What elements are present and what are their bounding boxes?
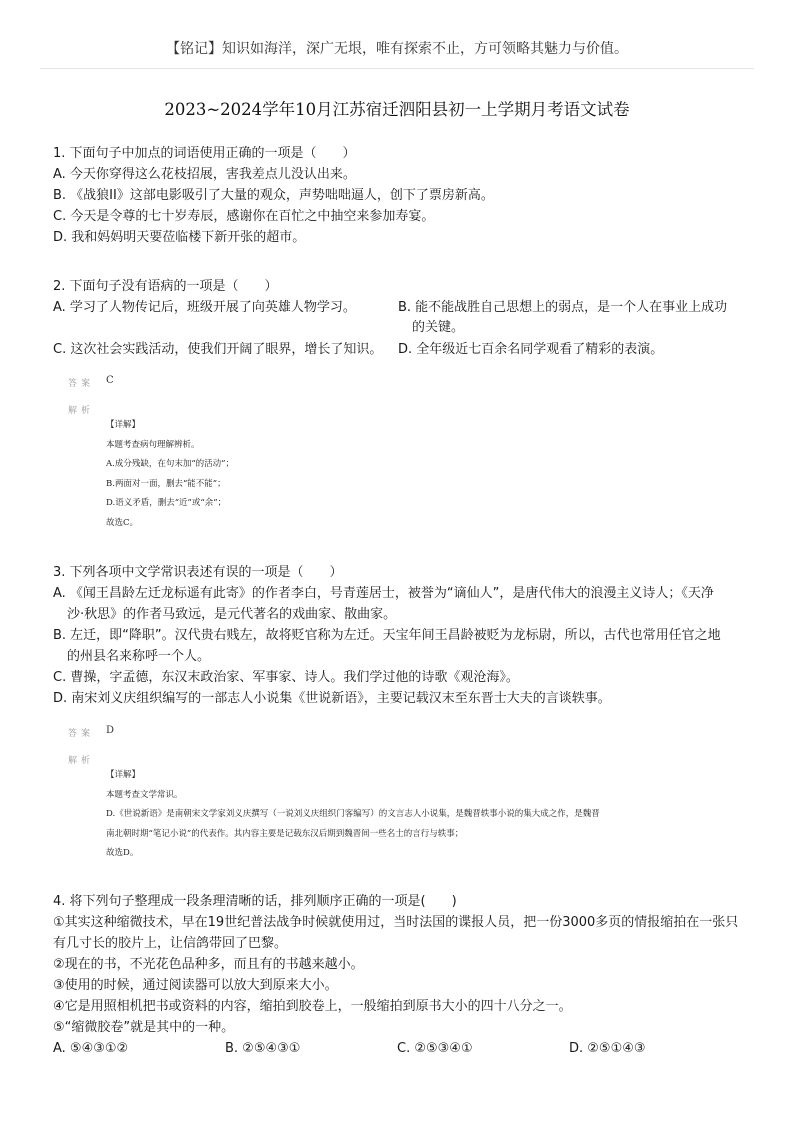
question-2-option-d: D. 全年级近七百余名同学观看了精彩的表演。 bbox=[398, 342, 664, 357]
question-3-option-a: A. 《闻王昌龄左迁龙标遥有此寄》的作者李白，号青莲居士，被誉为“谪仙人”，是唐代伟大的浪漫主义诗人；《天净 bbox=[53, 586, 714, 601]
question-4-option-c: C. ②⑤③④① bbox=[397, 1041, 473, 1056]
detail-line: 本题考查病句理解辨析。 bbox=[106, 439, 200, 450]
answer-value: C bbox=[106, 375, 114, 386]
answer-label: 答案 bbox=[68, 379, 95, 389]
header-motto: 【铭记】知识如海洋，深广无垠，唯有探索不止，方可领略其魅力与价值。 bbox=[166, 41, 628, 57]
question-3-option-d: D. 南宋刘义庆组织编写的一部志人小说集《世说新语》，主要记载汉末至东晋士大夫的言谈轶事。 bbox=[53, 691, 611, 706]
analysis-detail bbox=[106, 766, 600, 864]
question-2-option-b: B. 能不能战胜自己思想上的弱点，是一个人在事业上成功 bbox=[398, 300, 728, 315]
question-4 bbox=[53, 891, 743, 1056]
question-4-sentence-1-cont: 有几寸长的胶片上，让信鸽带回了巴黎。 bbox=[53, 936, 288, 951]
question-4-option-d: D. ②⑤①④③ bbox=[569, 1041, 646, 1056]
question-3-option-b-cont: 的州县名来称呼一个人。 bbox=[67, 649, 211, 664]
question-1-option-a: A. 今天你穿得这么花枝招展，害我差点儿没认出来。 bbox=[53, 167, 356, 182]
detail-line: 【详解】 bbox=[106, 420, 141, 430]
question-3-option-c: C. 曹操，字孟德，东汉末政治家、军事家、诗人。我们学过他的诗歌《观沧海》。 bbox=[53, 670, 519, 685]
question-4-option-a: A. ⑤④③①② bbox=[53, 1041, 129, 1056]
detail-line: A.成分残缺，在句末加“的活动”； bbox=[106, 459, 235, 469]
detail-line: 本题考查文学常识。 bbox=[106, 789, 183, 800]
page-title: 2023~2024学年10月江苏宿迁泗阳县初一上学期月考语文试卷 bbox=[164, 100, 630, 119]
detail-line: D.语义矛盾，删去“近”或“余”； bbox=[106, 498, 227, 508]
analysis-label: 解析 bbox=[68, 756, 95, 766]
question-1-option-b: B. 《战狼II》这部电影吸引了大量的观众，声势咄咄逼人，创下了票房新高。 bbox=[53, 188, 494, 203]
question-4-stem: 4. 将下列句子整理成一段条理清晰的话，排列顺序正确的一项是( ) bbox=[53, 894, 457, 909]
question-4-sentence-5: ⑤“缩微胶卷”就是其中的一种。 bbox=[53, 1020, 235, 1035]
detail-line: B.两面对一面，删去“能不能”； bbox=[106, 478, 226, 489]
question-1-option-d: D. 我和妈妈明天要莅临楼下新开张的超市。 bbox=[53, 230, 306, 245]
question-3-option-a-cont: 沙·秋思》的作者马致远，是元代著名的戏曲家、散曲家。 bbox=[67, 607, 397, 622]
question-3-option-b: B. 左迁，即“降职”。汉代贵右贱左，故将贬官称为左迁。天宝年间王昌龄被贬为龙标尉，所以，古代也常用任官之地 bbox=[53, 628, 721, 643]
analysis-label: 解析 bbox=[68, 406, 95, 416]
question-4-sentence-1: ①其实这种缩微技术，早在19世纪普法战争时候就使用过，当时法国的谍报人员，把一份3000多页的情报缩拍在一张只 bbox=[53, 915, 739, 930]
question-4-sentence-3: ③使用的时候，通过阅读器可以放大到原来大小。 bbox=[53, 978, 338, 993]
question-3-stem: 3. 下列各项中文学常识表述有误的一项是（ ） bbox=[53, 565, 343, 580]
question-3 bbox=[53, 562, 743, 709]
detail-line: 【详解】 bbox=[106, 770, 141, 780]
question-2-option-c: C. 这次社会实践活动，使我们开阔了眼界，增长了知识。 bbox=[53, 342, 383, 357]
answer-value: D bbox=[106, 725, 115, 736]
detail-line: 故选C。 bbox=[106, 517, 139, 528]
question-1 bbox=[53, 143, 743, 248]
question-4-sentence-4: ④它是用照相机把书或资料的内容，缩拍到胶卷上，一般缩拍到原书大小的四十八分之一。 bbox=[53, 999, 572, 1014]
question-1-option-c: C. 今天是令尊的七十岁寿辰，感谢你在百忙之中抽空来参加寿宴。 bbox=[53, 209, 435, 224]
question-2-option-a: A. 学习了人物传记后，班级开展了向英雄人物学习。 bbox=[53, 300, 356, 315]
question-4-sentence-2: ②现在的书，不光花色品种多，而且有的书越来越小。 bbox=[53, 957, 364, 972]
detail-line: 故选D。 bbox=[106, 848, 139, 858]
question-2 bbox=[53, 276, 743, 357]
question-2-stem: 2. 下面句子没有语病的一项是（ ） bbox=[53, 279, 278, 294]
question-2-option-b-cont: 的关键。 bbox=[412, 320, 465, 335]
question-1-stem: 1. 下面句子中加点的词语使用正确的一项是（ ） bbox=[53, 146, 356, 161]
question-4-option-b: B. ②⑤④③① bbox=[225, 1041, 301, 1056]
detail-line: D.《世说新语》是南朝宋文学家刘义庆撰写（一说刘义庆组织门客编写）的文言志人小说集，是魏晋轶事小说的集大成之作，是魏晋 bbox=[106, 809, 600, 819]
analysis-detail bbox=[106, 416, 234, 533]
answer-label: 答案 bbox=[68, 729, 95, 739]
detail-line: 南北朝时期“笔记小说”的代表作。其内容主要是记载东汉后期到魏晋间一些名士的言行与轶事； bbox=[106, 828, 464, 839]
header-divider bbox=[40, 68, 754, 69]
